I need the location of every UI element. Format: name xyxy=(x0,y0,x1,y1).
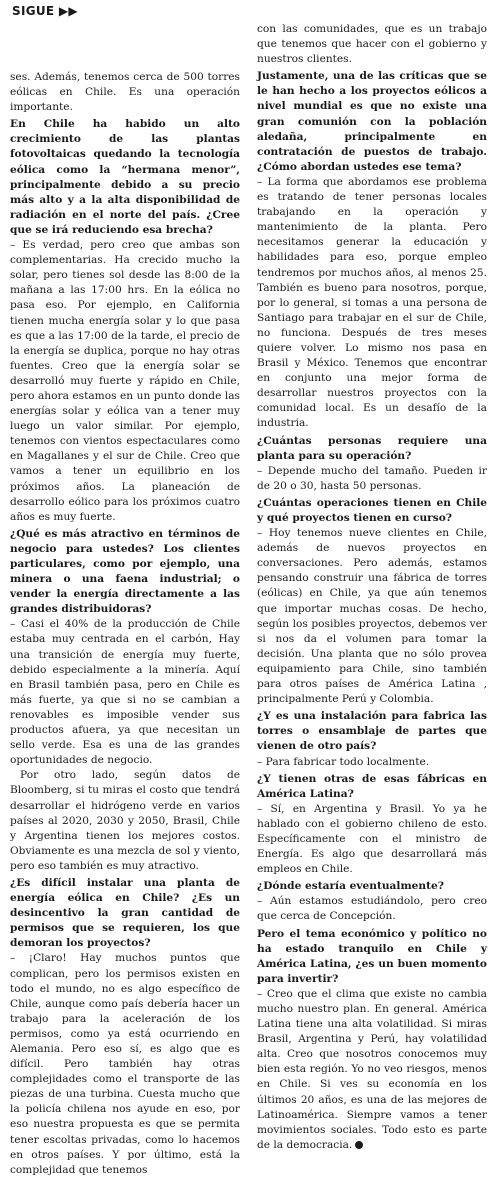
answer-paragraph: – Casi el 40% de la producción de Chile estaba muy centrada en el carbón, Hay una transición de energía muy fuerte, debido especialmente a la minería. Aquí en Brasil también pasa, pero en Chile es más fuerte, ya que si no se cambian a renovables es imposible vender sus productos afuera, ya que necesitan un sello verde. Esa es una de las grandes oportunidades de negocio. xyxy=(10,618,240,767)
continue-label: SIGUE ▶▶ xyxy=(12,4,78,18)
question-paragraph: ¿Dónde estaría eventualmente? xyxy=(257,880,444,893)
answer-paragraph: – Creo que el clima que existe no cambia mucho nuestro plan. En general. América Latina tiene una alta volatilidad. Si miras Brasil, Argentina y Perú, hay volatilidad alta. Creo que nosotros conocemos muy bien esta región. Yo no veo riesgos, menos en Chile. Si ves su economía en los últimos 20 años, es una de las mejores de Latinoamérica. Siempre vamos a tener movimientos sociales. Todo esto es parte de la democracia. xyxy=(257,987,487,1151)
answer-paragraph: – Sí, en Argentina y Brasil. Yo ya he hablado con el gobierno chileno de esto. Específicamente con el ministro de Energía. Es algo que desarrollará más empleos en Chile. xyxy=(257,802,487,876)
question-paragraph: ¿Cuántas operaciones tienen en Chile y qué proyectos tienen en curso? xyxy=(257,496,487,524)
answer-paragraph: ses. Además, tenemos cerca de 500 torres eólicas en Chile. Es una operación importante. xyxy=(10,71,240,114)
question-paragraph: ¿Cuántas personas requiere una planta para su operación? xyxy=(257,434,487,462)
question-paragraph: ¿Es difícil instalar una planta de energía eólica en Chile? ¿Es un desincentivo la gran cantidad de permisos que se requieren, los que demoran los proyectos? xyxy=(10,876,240,950)
question-paragraph: Justamente, una de las críticas que se le han hecho a los proyectos eólicos a nivel mundial es que no existe una gran comunión con la población aledaña, principalmente en contratación de puestos de trabajo. ¿Cómo abordan ustedes ese tema? xyxy=(257,70,487,173)
answer-paragraph: – Para fabricar todo localmente. xyxy=(257,755,430,768)
answer-paragraph: con las comunidades, que es un trabajo que tenemos que hacer con el gobierno y nuestros clientes. xyxy=(257,23,487,66)
left-column xyxy=(10,70,240,1178)
answer-paragraph: – Depende mucho del tamaño. Pueden ir de 20 o 30, hasta 50 personas. xyxy=(257,464,487,492)
answer-paragraph: – Aún estamos estudiándolo, pero creo que cerca de Concepción. xyxy=(257,895,487,923)
question-paragraph: ¿Y tienen otras de esas fábricas en América Latina? xyxy=(257,772,487,800)
answer-paragraph: – La forma que abordamos ese problema es tratando de tener personas locales trabajando en la operación y mantenimiento de la planta. Pero necesitamos generar la educación y habilidades para eso, porque empleo tendremos por muchos años, al menos 25. También es bueno para nosotros, porque, por lo general, si tomas a una persona de Santiago para trabajar en el sur de Chile, no funciona. Después de tres meses quiere volver. Lo mismo nos pasa en Brasil y México. Tenemos que encontrar en conjunto una mejor forma de desarrollar nuestros proyectos con la comunidad local. Es un desafío de la industria. xyxy=(257,175,487,430)
question-paragraph: Pero el tema económico y político no ha estado tranquilo en Chile y América Latina, ¿es un buen momento para invertir? xyxy=(257,927,487,985)
answer-paragraph: – ¡Claro! Hay muchos puntos que complican, pero los permisos existen en todo el mundo, no es algo específico de Chile, aunque como país debería hacer un trabajo para la aceleración de los permisos, como ya está ocurriendo en Alemania. Pero eso sí, es algo que es difícil. Pero también hay otras complejidades como el transporte de las piezas de una turbina. Cuesta mucho que la policía chilena nos ayude en eso, por eso nuestra propuesta es que se permita tener escoltas privadas, como lo hacemos en otros países. Y por último, está la complejidad que tenemos xyxy=(10,952,240,1176)
answer-paragraph: – Hoy tenemos nueve clientes en Chile, además de nuevos proyectos en conversaciones. Pero además, estamos pensando construir una fábrica de torres (eólicas) en Chile, ya que aún tenemos que importar muchas cosas. De hecho, según los posibles proyectos, debemos ver si nos da el volumen para tomar la decisión. Una planta que no sólo provea equipamiento para Chile, sino también para otros países de América Latina , principalmente Perú y Colombia. xyxy=(257,527,487,706)
answer-paragraph: – Es verdad, pero creo que ambas son complementarias. Ha crecido mucho la solar, pero tienes sol desde las 8:00 de la mañana a las 17:00 hrs. En la eólica no pasa eso. Por ejemplo, en California tienen mucha energía solar y lo que pasa es que a las 17:00 de la tarde, el precio de la energía se duplica, porque no hay otras fuentes. Creo que la energía solar se desarrolló muy fuerte y rápido en Chile, pero ahora estamos en un punto donde las energías solar y eólica van a tener muy luego un valor similar. Por ejemplo, tenemos con vientos espectaculares como en Magallanes y el sur de Chile. Creo que vamos a tener un equilibrio en los próximos años. La planeación de desarrollo eólico para los próximos cuatro años es muy fuerte. xyxy=(10,239,240,523)
right-column xyxy=(257,22,487,1153)
answer-paragraph: Por otro lado, según datos de Bloomberg, si tu miras el costo que tendrá desarrollar el hidrógeno verde en varios países al 2020, 2030 y 2050, Brasil, Chile y Argentina tienen los mejores costos. Obviamente es una mezcla de sol y viento, pero eso también es muy atractivo. xyxy=(10,769,240,872)
question-paragraph: ¿Qué es más atractivo en términos de negocio para ustedes? Los clientes particulares, como por ejemplo, una minera o una faena industrial; o vender la energía directamente a las grandes distribuidoras? xyxy=(10,527,240,616)
question-paragraph: En Chile ha habido un alto crecimiento de las plantas fotovoltaicas quedando la tecnología eólica como la “hermana menor”, principalmente debido a su precio más alto y a la alta disponibilidad de radiación en el norte del país. ¿Cree que se irá reduciendo esa brecha? xyxy=(10,118,240,236)
end-of-article-icon xyxy=(355,1141,363,1149)
question-paragraph: ¿Y es una instalación para fabrica las torres o ensamblaje de partes que vienen de otro país? xyxy=(257,710,487,753)
